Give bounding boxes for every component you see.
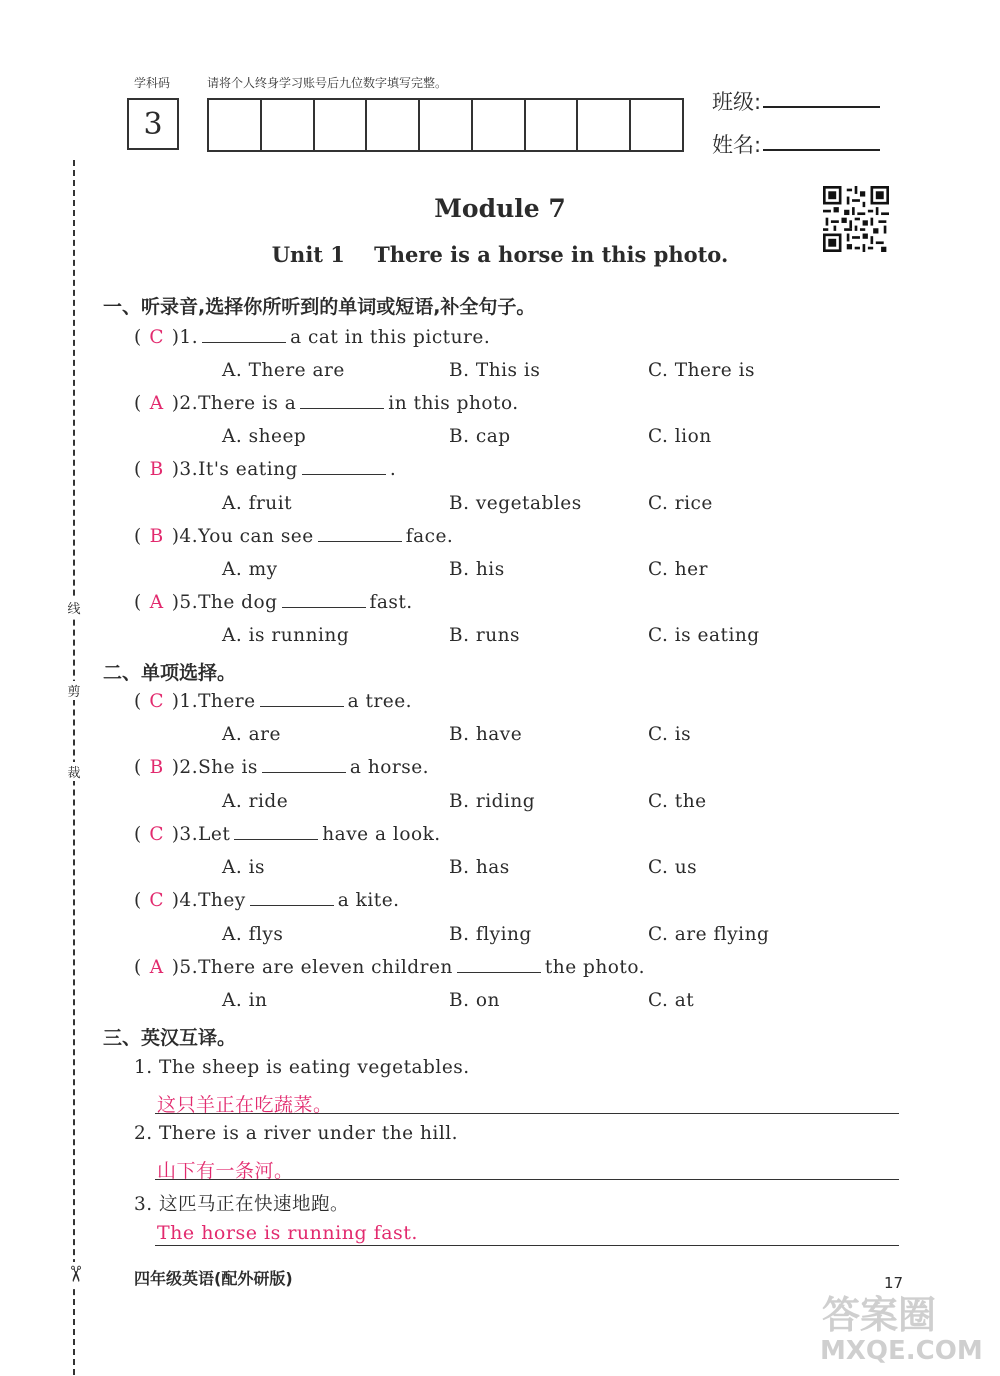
answer-blank <box>250 891 334 906</box>
name-label: 姓名: <box>712 133 762 157</box>
digit-cell[interactable] <box>315 100 368 150</box>
s1-question-4: ( B )4.You can see face. <box>134 526 454 547</box>
section2-heading: 二、单项选择。 <box>103 662 237 684</box>
option-a: A. my <box>222 559 278 580</box>
question-text: a tree. <box>347 691 413 712</box>
section1-heading: 一、听录音,选择你所听到的单词或短语,补全句子。 <box>103 296 536 318</box>
s1-question-5: ( A )5.The dog fast. <box>134 592 413 613</box>
digit-cell[interactable] <box>367 100 420 150</box>
option-b: B. cap <box>449 426 511 447</box>
question-text: in this photo. <box>388 393 519 414</box>
module-title: Module 7 <box>434 194 566 223</box>
question-text: face. <box>405 526 454 547</box>
answer-letter: C <box>149 824 165 845</box>
section3-heading: 三、英汉互译。 <box>103 1027 237 1049</box>
question-text: It's eating <box>198 459 298 480</box>
class-field[interactable] <box>763 106 880 108</box>
answer-blank <box>260 692 344 707</box>
option-a: A. fruit <box>222 493 293 514</box>
class-label: 班级: <box>712 90 762 114</box>
question-number: )5. <box>171 957 199 978</box>
option-c: C. is eating <box>648 625 760 646</box>
option-a: A. sheep <box>222 426 307 447</box>
answer-blank <box>457 958 541 973</box>
digit-cell[interactable] <box>262 100 315 150</box>
question-text: There is a <box>198 393 297 414</box>
question-number: )5. <box>171 592 199 613</box>
answer-line <box>155 1245 899 1246</box>
question-text: There are eleven children <box>198 957 453 978</box>
option-b: B. has <box>449 857 510 878</box>
s1-question-1: ( C )1. a cat in this picture. <box>134 327 491 348</box>
answer-line <box>155 1179 899 1180</box>
answer-blank <box>282 593 366 608</box>
option-a: A. is <box>222 857 266 878</box>
answer-blank <box>318 527 402 542</box>
subject-code-label: 学科码 <box>134 76 171 90</box>
question-number: )2. <box>171 757 199 778</box>
option-b: B. have <box>449 724 523 745</box>
question-text: fast. <box>369 592 413 613</box>
scissors-icon: ✂ <box>62 1262 86 1286</box>
watermark-url: MXQE.COM <box>820 1336 983 1366</box>
option-c: C. at <box>648 990 695 1011</box>
digit-cell[interactable] <box>631 100 682 150</box>
option-c: C. rice <box>648 493 713 514</box>
option-a: A. is running <box>222 625 350 646</box>
digit-cell[interactable] <box>526 100 579 150</box>
answer-line <box>155 1113 899 1114</box>
answer-letter: C <box>149 327 165 348</box>
subject-code-box <box>127 98 179 150</box>
digit-cell[interactable] <box>420 100 473 150</box>
question-text: a cat in this picture. <box>290 327 491 348</box>
s2-question-3: ( C )3.Let have a look. <box>134 824 441 845</box>
answer-letter: C <box>149 890 165 911</box>
translation-answer-3: The horse is running fast. <box>157 1222 418 1244</box>
option-c: C. us <box>648 857 698 878</box>
question-text: a kite. <box>337 890 400 911</box>
account-digit-boxes[interactable] <box>207 98 684 152</box>
question-number: )1. <box>171 327 199 348</box>
option-b: B. This is <box>449 360 541 381</box>
option-b: B. flying <box>449 924 532 945</box>
book-title: 四年级英语(配外研版) <box>134 1269 293 1288</box>
question-text: You can see <box>198 526 314 547</box>
option-c: C. her <box>648 559 708 580</box>
option-b: B. runs <box>449 625 521 646</box>
question-text: . <box>389 459 397 480</box>
digit-cell[interactable] <box>578 100 631 150</box>
option-c: C. the <box>648 791 707 812</box>
cut-line-char: 线 <box>64 598 84 617</box>
option-c: C. is <box>648 724 692 745</box>
s2-question-1: ( C )1.There a tree. <box>134 691 413 712</box>
answer-letter: C <box>149 691 165 712</box>
question-text: a horse. <box>349 757 430 778</box>
answer-letter: A <box>149 393 164 414</box>
option-b: B. his <box>449 559 505 580</box>
option-b: B. riding <box>449 791 536 812</box>
answer-letter: B <box>149 757 164 778</box>
option-c: C. There is <box>648 360 756 381</box>
question-number: )4. <box>171 526 199 547</box>
question-text: They <box>198 890 246 911</box>
name-field[interactable] <box>763 149 880 151</box>
question-number: )2. <box>171 393 199 414</box>
option-b: B. on <box>449 990 500 1011</box>
question-number: )3. <box>171 459 199 480</box>
answer-letter: B <box>149 526 164 547</box>
subject-code-value: 3 <box>143 106 163 142</box>
answer-letter: B <box>149 459 164 480</box>
question-text: The dog <box>198 592 278 613</box>
option-a: A. in <box>222 990 268 1011</box>
translation-answer-1: 这只羊正在吃蔬菜。 <box>157 1094 333 1116</box>
account-instruction: 请将个人终身学习账号后九位数字填写完整。 <box>207 76 448 90</box>
question-text: Let <box>198 824 231 845</box>
translation-question-2: 2. There is a river under the hill. <box>134 1123 459 1144</box>
unit-title: Unit 1 There is a horse in this photo. <box>271 242 729 267</box>
digit-cell[interactable] <box>209 100 262 150</box>
option-a: A. are <box>222 724 281 745</box>
question-text: There <box>198 691 256 712</box>
answer-letter: A <box>149 957 164 978</box>
question-text: have a look. <box>322 824 441 845</box>
s2-question-5: ( A )5.There are eleven children the photo. <box>134 957 646 978</box>
question-number: )3. <box>171 824 199 845</box>
translation-question-3: 3. 这匹马正在快速地跑。 <box>134 1194 350 1215</box>
option-b: B. vegetables <box>449 493 582 514</box>
cut-line-char: 裁 <box>64 762 84 781</box>
s1-question-2: ( A )2.There is a in this photo. <box>134 393 519 414</box>
s1-question-3: ( B )3.It's eating . <box>134 459 397 480</box>
question-text: She is <box>198 757 258 778</box>
answer-blank <box>234 825 318 840</box>
answer-blank <box>262 758 346 773</box>
translation-question-1: 1. The sheep is eating vegetables. <box>134 1057 470 1078</box>
answer-blank <box>300 394 384 409</box>
page-number: 17 <box>884 1274 904 1292</box>
watermark-logo: 答案圈 <box>822 1293 937 1337</box>
translation-answer-2: 山下有一条河。 <box>157 1160 294 1182</box>
option-a: A. flys <box>222 924 284 945</box>
question-number: )4. <box>171 890 199 911</box>
option-a: A. ride <box>222 791 289 812</box>
answer-blank <box>302 460 386 475</box>
question-number: )1. <box>171 691 199 712</box>
question-text: the photo. <box>544 957 646 978</box>
option-a: A. There are <box>222 360 345 381</box>
cut-line-char: 剪 <box>64 681 84 700</box>
option-c: C. are flying <box>648 924 770 945</box>
answer-letter: A <box>149 592 164 613</box>
digit-cell[interactable] <box>473 100 526 150</box>
s2-question-2: ( B )2.She is a horse. <box>134 757 430 778</box>
answer-blank <box>202 328 286 343</box>
s2-question-4: ( C )4.They a kite. <box>134 890 400 911</box>
option-c: C. lion <box>648 426 712 447</box>
